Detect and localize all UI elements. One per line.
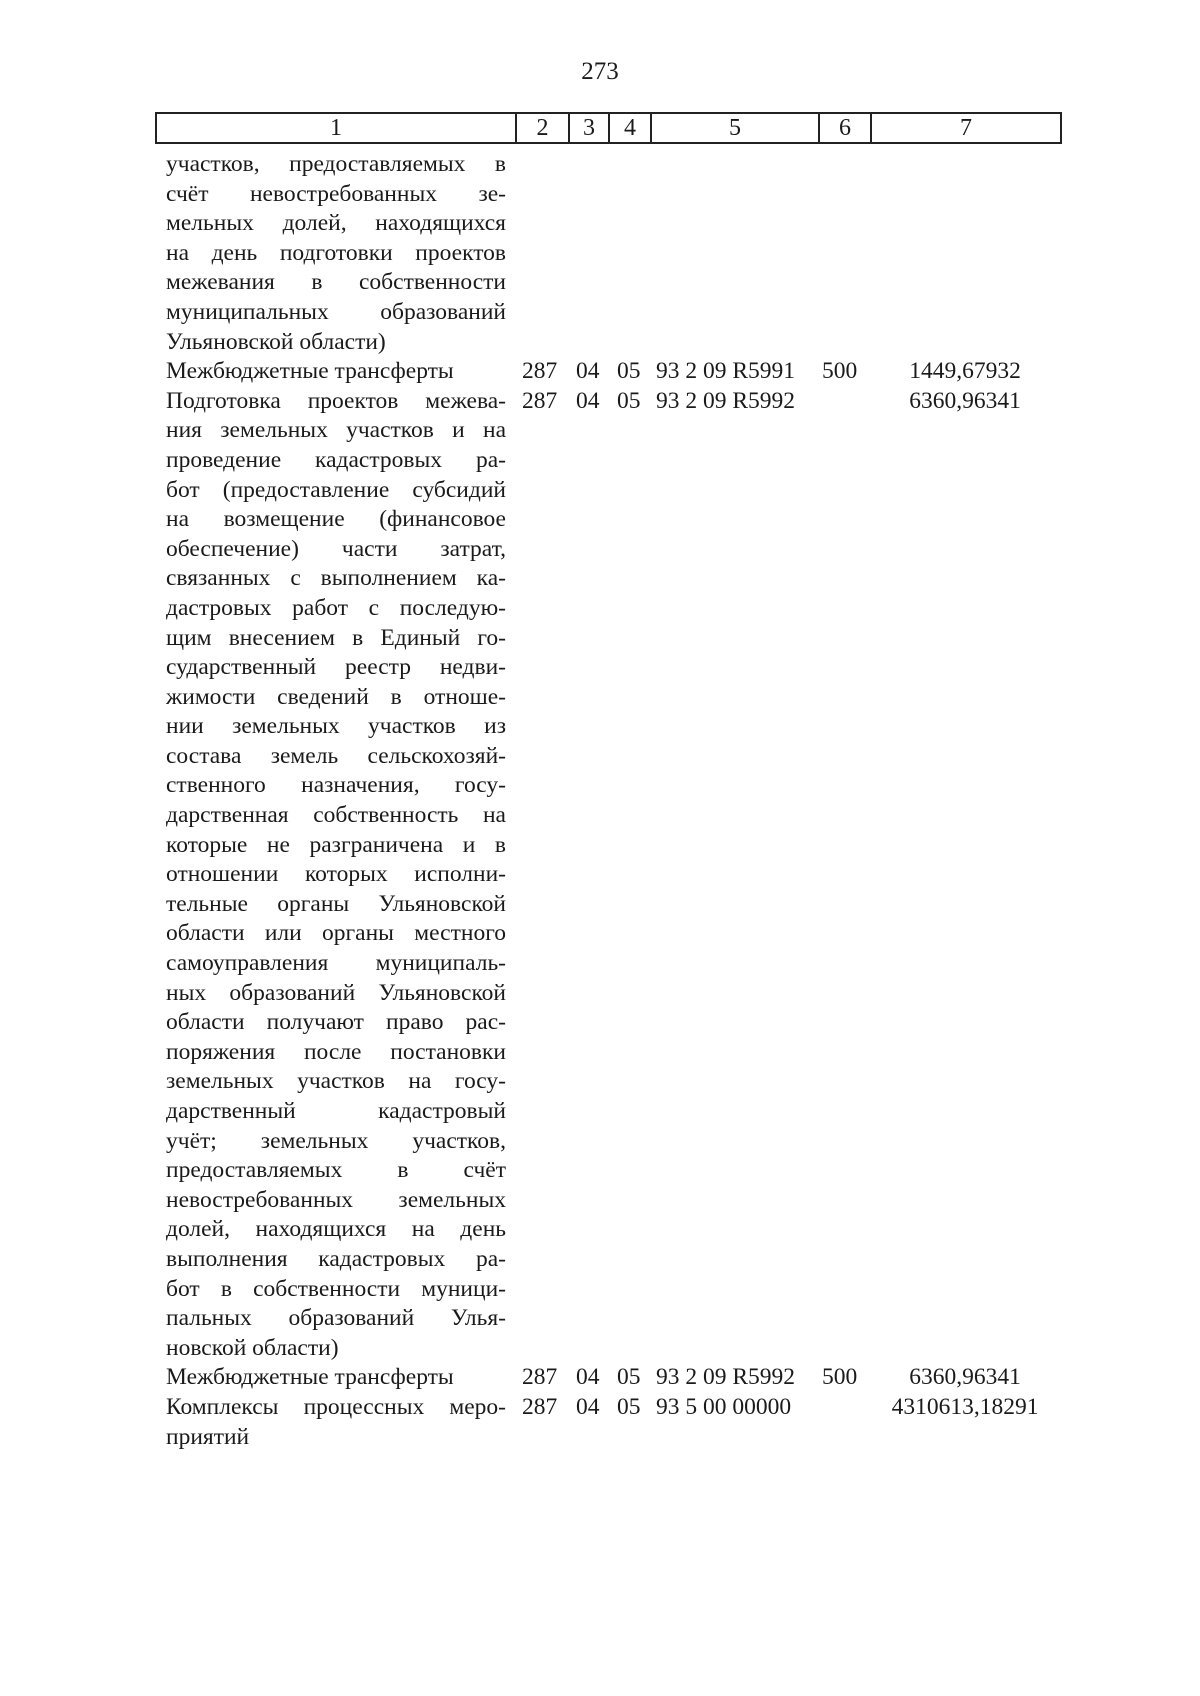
cell-c7: 1449,67932	[909, 358, 1021, 385]
cell-c5: 93 2 09 R5991	[656, 358, 796, 385]
cell-c3: 04	[576, 1393, 600, 1420]
description-line: области получают право рас-	[166, 1009, 506, 1036]
description-line: области или органы местного	[166, 920, 506, 947]
cell-c2: 287	[522, 387, 558, 414]
description-line: тельные органы Ульяновской	[166, 890, 506, 917]
header-col-2: 2	[516, 113, 569, 143]
table-row	[0, 150, 1200, 357]
cell-c4: 05	[617, 358, 641, 385]
description-line: участков, предоставляемых в	[166, 151, 506, 177]
description-line: связанных с выполнением ка-	[166, 565, 506, 592]
cell-c4: 05	[617, 387, 641, 414]
description-line: сударственный реестр недви-	[166, 654, 506, 681]
table-row	[0, 1363, 1200, 1393]
description-line: бот в собственности муници-	[166, 1275, 506, 1302]
cell-c6: 500	[822, 1364, 858, 1391]
cell-c7: 6360,96341	[909, 387, 1021, 414]
description-line: состава земель сельскохозяй-	[166, 742, 506, 769]
cell-c6: 500	[822, 358, 858, 385]
description-line: на возмещение (финансовое	[166, 506, 506, 533]
description-line: обеспечение) части затрат,	[166, 535, 506, 562]
cell-c2: 287	[522, 1393, 558, 1420]
table-body	[0, 150, 1200, 1452]
description-line: нии земельных участков из	[166, 713, 506, 740]
description-line: ния земельных участков и на	[166, 417, 506, 444]
cell-c3: 04	[576, 387, 600, 414]
description-line: выполнения кадастровых ра-	[166, 1245, 506, 1272]
description-line: новской области)	[166, 1334, 339, 1361]
header-col-6: 6	[819, 113, 871, 143]
description-line: дарственная собственность на	[166, 802, 506, 829]
description-line: дастровых работ с последую-	[166, 594, 506, 621]
cell-c4: 05	[617, 1393, 641, 1420]
page-number: 273	[581, 58, 619, 85]
header-col-5: 5	[651, 113, 819, 143]
description-line: самоуправления муниципаль-	[166, 950, 506, 977]
cell-c3: 04	[576, 1364, 600, 1391]
table-row	[0, 387, 1200, 1364]
cell-c2: 287	[522, 1364, 558, 1391]
description-line: поряжения после постановки	[166, 1038, 506, 1065]
description-line: Ульяновской области)	[166, 328, 386, 355]
header-col-3: 3	[569, 113, 609, 143]
row-description	[166, 1363, 506, 1393]
cell-c5: 93 2 09 R5992	[656, 1364, 796, 1391]
table-row	[0, 357, 1200, 387]
row-description	[166, 150, 506, 357]
description-line: ных образований Ульяновской	[166, 979, 506, 1006]
description-line: ственного назначения, госу-	[166, 772, 506, 799]
row-description	[166, 387, 506, 1364]
cell-c7: 6360,96341	[909, 1364, 1021, 1391]
description-line: на день подготовки проектов	[166, 239, 506, 266]
description-line: пальных образований Улья-	[166, 1305, 506, 1332]
description-line: приятий	[166, 1423, 250, 1450]
description-line: жимости сведений в отноше-	[166, 683, 506, 710]
table-header	[155, 112, 1062, 144]
description-line: мельных долей, находящихся	[166, 210, 506, 237]
table-row	[0, 1393, 1200, 1452]
description-line: учёт; земельных участков,	[166, 1127, 506, 1154]
description-line: Подготовка проектов межева-	[166, 387, 506, 414]
description-line: межевания в собственности	[166, 269, 506, 296]
description-line: проведение кадастровых ра-	[166, 446, 506, 473]
cell-c7: 4310613,18291	[891, 1393, 1039, 1420]
description-line: отношении которых исполни-	[166, 861, 506, 888]
description-line: бот (предоставление субсидий	[166, 476, 506, 503]
description-line: долей, находящихся на день	[166, 1216, 506, 1243]
description-line: невостребованных земельных	[166, 1186, 506, 1213]
description-line: щим внесением в Единый го-	[166, 624, 506, 651]
row-description	[166, 1393, 506, 1452]
description-line: счёт невостребованных зе-	[166, 180, 506, 207]
description-line: земельных участков на госу-	[166, 1068, 506, 1095]
description-line: муниципальных образований	[166, 298, 506, 325]
row-description	[166, 357, 506, 387]
header-col-1: 1	[156, 113, 516, 143]
cell-c5: 93 2 09 R5992	[656, 387, 796, 414]
header-col-4: 4	[609, 113, 651, 143]
description-line: Комплексы процессных меро-	[166, 1393, 506, 1420]
cell-c3: 04	[576, 358, 600, 385]
header-col-7: 7	[871, 113, 1061, 143]
cell-c2: 287	[522, 358, 558, 385]
description-line: Межбюджетные трансферты	[166, 358, 454, 385]
description-line: дарственный кадастровый	[166, 1098, 506, 1124]
cell-c4: 05	[617, 1364, 641, 1391]
description-line: которые не разграничена и в	[166, 831, 506, 858]
description-line: Межбюджетные трансферты	[166, 1364, 454, 1391]
cell-c5: 93 5 00 00000	[656, 1393, 792, 1420]
description-line: предоставляемых в счёт	[166, 1157, 506, 1184]
